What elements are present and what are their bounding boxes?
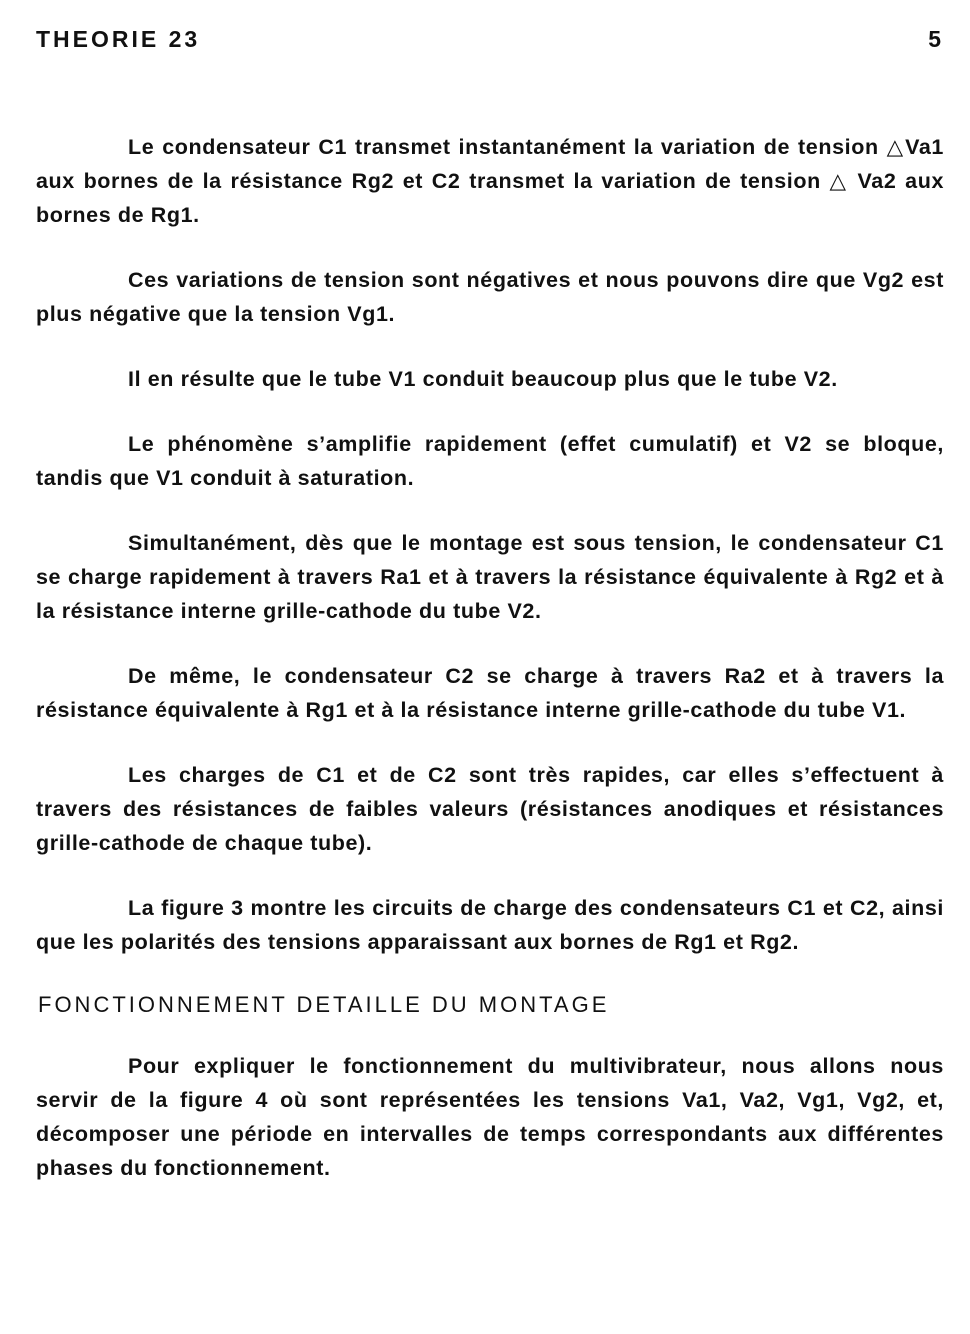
section-heading: FONCTIONNEMENT DETAILLE DU MONTAGE — [38, 992, 610, 1017]
paragraph-6: De même, le condensateur C2 se charge à travers Ra2 et à travers la résistance équivalente à Rg1 et à la résistance interne grille-cathode du tube V1. — [36, 664, 944, 722]
paragraph-7: Les charges de C1 et de C2 sont très rapides, car elles s’effectuent à travers des résistances de faibles valeurs (résistances anodiques et résistances grille-cathode de chaque tube). — [36, 763, 944, 855]
paragraph-3: Il en résulte que le tube V1 conduit beaucoup plus que le tube V2. — [128, 367, 838, 391]
paragraph-8: La figure 3 montre les circuits de charge des condensateurs C1 et C2, ainsi que les polarités des tensions apparaissant aux bornes de Rg1 et Rg2. — [36, 896, 944, 954]
paragraph-1: Le condensateur C1 transmet instantanément la variation de tension △Va1 aux bornes de la résistance Rg2 et C2 transmet la variation de tension △ Va2 aux bornes de Rg1. — [36, 135, 944, 227]
section-paragraph: Pour expliquer le fonctionnement du multivibrateur, nous allons nous servir de la figure 4 où sont représentées les tensions Va1, Va2, Vg1, Vg2, et, décomposer une période en intervalles de temps correspondants aux différentes phases du fonctionnement. — [36, 1054, 944, 1180]
header-title: THEORIE 23 — [36, 26, 201, 52]
paragraph-4: Le phénomène s’amplifie rapidement (effet cumulatif) et V2 se bloque, tandis que V1 conduit à saturation. — [36, 432, 944, 490]
page-content — [36, 130, 944, 1216]
page-number: 5 — [928, 26, 944, 52]
page-header — [36, 26, 944, 53]
paragraph-2: Ces variations de tension sont négatives et nous pouvons dire que Vg2 est plus négative que la tension Vg1. — [36, 268, 944, 326]
paragraph-5: Simultanément, dès que le montage est sous tension, le condensateur C1 se charge rapidement à travers Ra1 et à travers la résistance équivalente à Rg2 et à la résistance interne grille-cathode du tube V2. — [36, 531, 944, 623]
